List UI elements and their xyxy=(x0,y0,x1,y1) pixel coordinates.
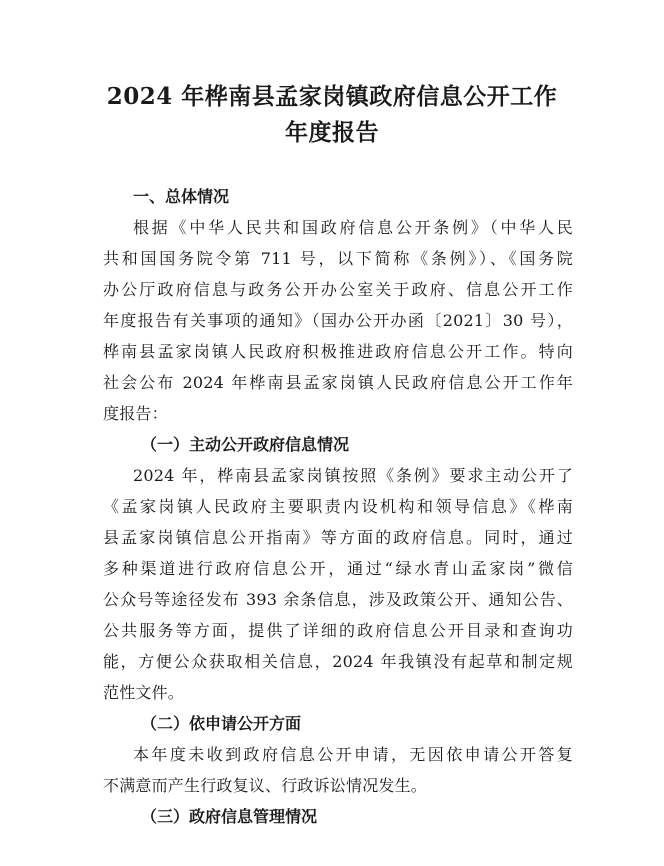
paragraph-line: 县孟家岗镇信息公开指南》等方面的政府信息。同时，通过 xyxy=(103,528,573,547)
paragraph-line: 公共服务等方面，提供了详细的政府信息公开目录和查询功 xyxy=(103,621,573,640)
subsection-heading-application-disclosure: （二）依申请公开方面 xyxy=(141,714,302,733)
document-title-line-1: 2024 年桦南县孟家岗镇政府信息公开工作 xyxy=(106,83,558,110)
paragraph-line: 共和国国务院令第 711 号，以下简称《条例》）、《国务院 xyxy=(103,249,573,268)
paragraph-line: 根据《中华人民共和国政府信息公开条例》（中华人民 xyxy=(133,218,573,237)
paragraph-line: 公众号等途径发布 393 余条信息，涉及政策公开、通知公告、 xyxy=(103,590,573,609)
paragraph-line: 范性文件。 xyxy=(103,683,185,702)
paragraph-line: 2024 年，桦南县孟家岗镇按照《条例》要求主动公开了 xyxy=(133,466,573,485)
paragraph-line: 社会公布 2024 年桦南县孟家岗镇人民政府信息公开工作年 xyxy=(103,373,573,392)
paragraph-line: 度报告： xyxy=(103,404,168,423)
subsection-heading-proactive-disclosure: （一）主动公开政府信息情况 xyxy=(141,435,350,454)
document-title-line-2: 年度报告 xyxy=(285,119,379,146)
paragraph-line: 多种渠道进行政府信息公开，通过“绿水青山孟家岗”微信 xyxy=(103,559,573,578)
paragraph-line: 桦南县孟家岗镇人民政府积极推进政府信息公开工作。特向 xyxy=(103,342,573,361)
section-heading-overview: 一、总体情况 xyxy=(133,187,230,206)
paragraph-line: 年度报告有关事项的通知》（国办公开办函〔2021〕30 号）， xyxy=(103,311,573,330)
paragraph-line: 能，方便公众获取相关信息，2024 年我镇没有起草和制定规 xyxy=(103,652,573,671)
subsection-heading-information-management: （三）政府信息管理情况 xyxy=(141,807,318,826)
paragraph-line: 办公厅政府信息与政务公开办公室关于政府、信息公开工作 xyxy=(103,280,573,299)
paragraph-line: 不满意而产生行政复议、行政诉讼情况发生。 xyxy=(103,776,428,795)
paragraph-line: 《孟家岗镇人民政府主要职责内设机构和领导信息》《桦南 xyxy=(103,497,573,516)
paragraph-line: 本年度未收到政府信息公开申请，无因依申请公开答复 xyxy=(133,745,573,764)
